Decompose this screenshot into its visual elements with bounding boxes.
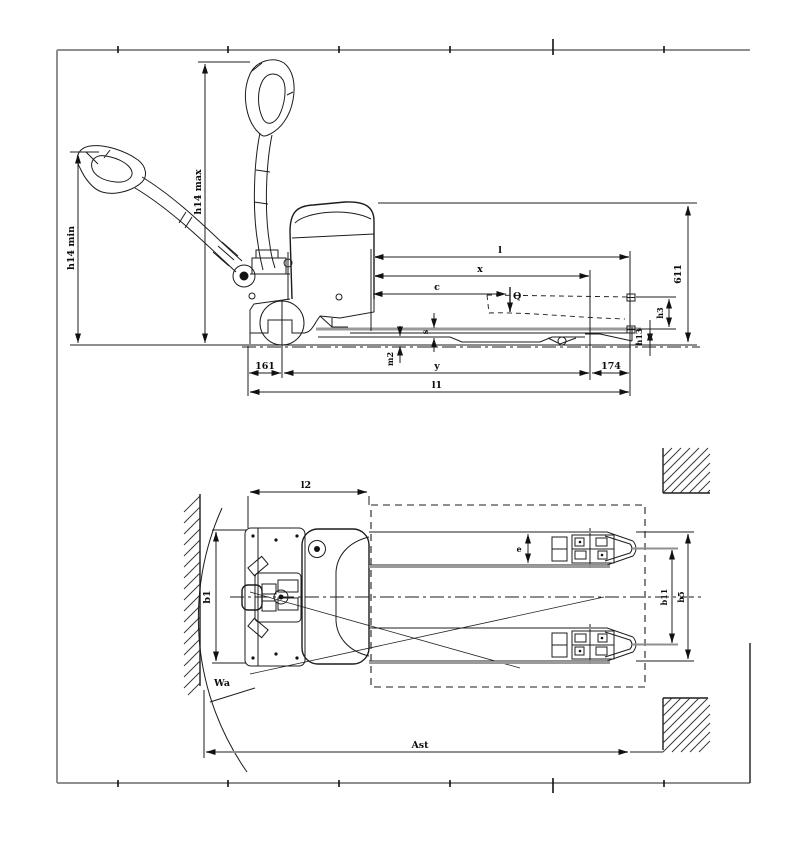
dim-label-l: l: [498, 245, 502, 256]
dim-label-m2: m2: [385, 351, 395, 367]
body-side: [290, 202, 374, 300]
tiller-raised: [245, 60, 294, 270]
dim-label-wa: Wa: [214, 678, 230, 689]
dim-label-h14-min: h14 min: [66, 225, 77, 271]
dim-label-h13: h13: [634, 328, 644, 346]
chassis-side: [250, 299, 374, 345]
corner-block-bottom-right: [663, 698, 710, 752]
dim-label-s: s: [420, 329, 430, 335]
dim-label-611: 611: [673, 264, 684, 284]
tiller-pivot: [233, 250, 292, 300]
dim-label-y: y: [434, 361, 440, 372]
dim-label-x: x: [477, 264, 483, 275]
side-view: [66, 60, 700, 396]
dim-label-l2: l2: [300, 480, 312, 491]
dim-label-b1: b1: [202, 590, 213, 604]
dim-label-b11: b11: [659, 588, 669, 606]
dim-label-h14-max: h14 max: [193, 169, 204, 215]
top-view: [184, 448, 710, 772]
forks-top: [369, 528, 636, 664]
top-extension-lines: [204, 496, 694, 758]
dim-label-ast: Ast: [411, 740, 429, 751]
frame-ticks-bottom: [118, 778, 664, 793]
fork-side: [316, 294, 641, 345]
tiller-lowered: [77, 146, 242, 272]
turning-radius-arc: [198, 508, 255, 772]
dim-label-174: 174: [601, 361, 621, 372]
fork-raised-dashed: [487, 295, 630, 297]
side-dimensions: [66, 64, 688, 392]
dim-label-b5: b5: [676, 591, 686, 603]
wall-hatch-left: [184, 494, 200, 695]
dim-label-l1: l1: [431, 380, 443, 391]
dim-label-161: 161: [255, 361, 275, 372]
side-extension-lines: [70, 62, 697, 396]
corner-block-top-right: [663, 448, 710, 493]
dim-label-e: e: [516, 544, 522, 554]
drawing-frame: [57, 39, 750, 793]
dim-label-q: Q: [513, 291, 522, 302]
frame-ticks-top: [118, 39, 664, 55]
dim-label-h3: h3: [655, 307, 665, 319]
dim-label-c: c: [434, 282, 440, 293]
top-dimensions: [202, 480, 688, 752]
